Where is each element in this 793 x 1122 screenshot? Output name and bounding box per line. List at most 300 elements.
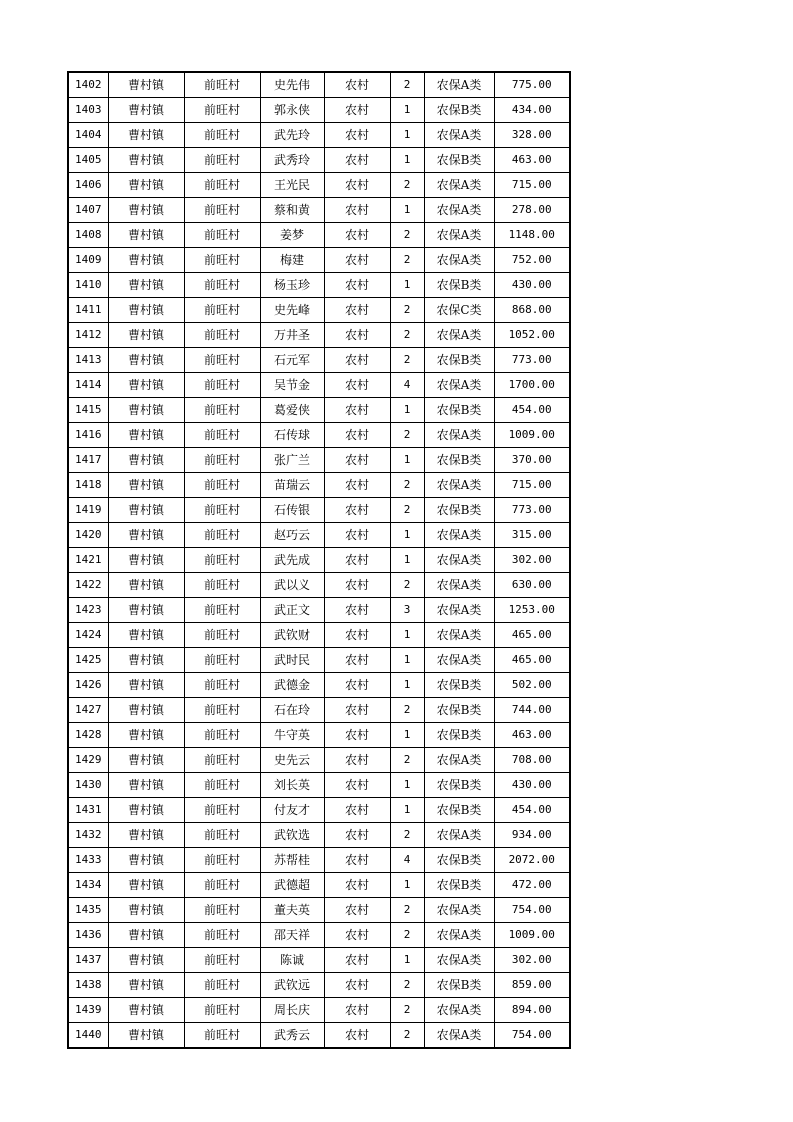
village-cell: 前旺村 — [184, 123, 260, 148]
table-row — [68, 848, 570, 873]
amount-cell: 465.00 — [494, 648, 570, 673]
table-row — [68, 898, 570, 923]
name-cell: 牛守英 — [260, 723, 324, 748]
name-cell: 史先伟 — [260, 72, 324, 98]
household-count-cell: 1 — [390, 548, 424, 573]
table-body — [68, 72, 570, 1048]
household-count-cell: 1 — [390, 523, 424, 548]
amount-cell: 1009.00 — [494, 923, 570, 948]
area-type-cell: 农村 — [324, 798, 390, 823]
town-cell: 曹村镇 — [108, 898, 184, 923]
row-number-cell: 1404 — [68, 123, 108, 148]
category-cell: 农保B类 — [424, 873, 494, 898]
table-row — [68, 323, 570, 348]
name-cell: 姜梦 — [260, 223, 324, 248]
table-row — [68, 998, 570, 1023]
town-cell: 曹村镇 — [108, 273, 184, 298]
row-number-cell: 1422 — [68, 573, 108, 598]
amount-cell: 430.00 — [494, 273, 570, 298]
village-cell: 前旺村 — [184, 973, 260, 998]
household-count-cell: 2 — [390, 823, 424, 848]
area-type-cell: 农村 — [324, 473, 390, 498]
row-number-cell: 1433 — [68, 848, 108, 873]
village-cell: 前旺村 — [184, 698, 260, 723]
name-cell: 周长庆 — [260, 998, 324, 1023]
amount-cell: 370.00 — [494, 448, 570, 473]
household-count-cell: 2 — [390, 173, 424, 198]
household-count-cell: 3 — [390, 598, 424, 623]
category-cell: 农保B类 — [424, 848, 494, 873]
category-cell: 农保B类 — [424, 698, 494, 723]
area-type-cell: 农村 — [324, 248, 390, 273]
village-cell: 前旺村 — [184, 623, 260, 648]
town-cell: 曹村镇 — [108, 648, 184, 673]
table-row — [68, 123, 570, 148]
village-cell: 前旺村 — [184, 148, 260, 173]
household-count-cell: 1 — [390, 98, 424, 123]
town-cell: 曹村镇 — [108, 923, 184, 948]
town-cell: 曹村镇 — [108, 348, 184, 373]
amount-cell: 773.00 — [494, 498, 570, 523]
table-row — [68, 973, 570, 998]
name-cell: 付友才 — [260, 798, 324, 823]
table-row — [68, 548, 570, 573]
town-cell: 曹村镇 — [108, 298, 184, 323]
table-row — [68, 423, 570, 448]
category-cell: 农保A类 — [424, 473, 494, 498]
area-type-cell: 农村 — [324, 748, 390, 773]
table-row — [68, 398, 570, 423]
category-cell: 农保A类 — [424, 223, 494, 248]
name-cell: 赵巧云 — [260, 523, 324, 548]
village-cell: 前旺村 — [184, 798, 260, 823]
household-count-cell: 1 — [390, 873, 424, 898]
table-row — [68, 798, 570, 823]
village-cell: 前旺村 — [184, 598, 260, 623]
household-count-cell: 2 — [390, 573, 424, 598]
amount-cell: 744.00 — [494, 698, 570, 723]
village-cell: 前旺村 — [184, 273, 260, 298]
name-cell: 张广兰 — [260, 448, 324, 473]
town-cell: 曹村镇 — [108, 673, 184, 698]
household-count-cell: 2 — [390, 1023, 424, 1049]
town-cell: 曹村镇 — [108, 1023, 184, 1049]
household-count-cell: 2 — [390, 898, 424, 923]
category-cell: 农保A类 — [424, 748, 494, 773]
village-cell: 前旺村 — [184, 373, 260, 398]
household-count-cell: 2 — [390, 248, 424, 273]
row-number-cell: 1426 — [68, 673, 108, 698]
town-cell: 曹村镇 — [108, 323, 184, 348]
table-row — [68, 823, 570, 848]
area-type-cell: 农村 — [324, 123, 390, 148]
table-row — [68, 473, 570, 498]
name-cell: 武钦选 — [260, 823, 324, 848]
table-row — [68, 723, 570, 748]
row-number-cell: 1410 — [68, 273, 108, 298]
category-cell: 农保B类 — [424, 773, 494, 798]
table-row — [68, 573, 570, 598]
name-cell: 石元军 — [260, 348, 324, 373]
household-count-cell: 1 — [390, 123, 424, 148]
amount-cell: 708.00 — [494, 748, 570, 773]
household-count-cell: 1 — [390, 648, 424, 673]
area-type-cell: 农村 — [324, 223, 390, 248]
row-number-cell: 1425 — [68, 648, 108, 673]
row-number-cell: 1438 — [68, 973, 108, 998]
household-count-cell: 1 — [390, 773, 424, 798]
amount-cell: 328.00 — [494, 123, 570, 148]
amount-cell: 302.00 — [494, 548, 570, 573]
row-number-cell: 1435 — [68, 898, 108, 923]
table-row — [68, 223, 570, 248]
town-cell: 曹村镇 — [108, 748, 184, 773]
village-cell: 前旺村 — [184, 648, 260, 673]
village-cell: 前旺村 — [184, 723, 260, 748]
table-row — [68, 1023, 570, 1049]
amount-cell: 430.00 — [494, 773, 570, 798]
household-count-cell: 1 — [390, 398, 424, 423]
amount-cell: 1148.00 — [494, 223, 570, 248]
town-cell: 曹村镇 — [108, 623, 184, 648]
town-cell: 曹村镇 — [108, 398, 184, 423]
area-type-cell: 农村 — [324, 898, 390, 923]
name-cell: 梅建 — [260, 248, 324, 273]
household-count-cell: 2 — [390, 323, 424, 348]
category-cell: 农保A类 — [424, 573, 494, 598]
village-cell: 前旺村 — [184, 72, 260, 98]
amount-cell: 502.00 — [494, 673, 570, 698]
amount-cell: 463.00 — [494, 723, 570, 748]
village-cell: 前旺村 — [184, 773, 260, 798]
village-cell: 前旺村 — [184, 248, 260, 273]
amount-cell: 934.00 — [494, 823, 570, 848]
village-cell: 前旺村 — [184, 498, 260, 523]
household-count-cell: 1 — [390, 673, 424, 698]
household-count-cell: 2 — [390, 72, 424, 98]
area-type-cell: 农村 — [324, 523, 390, 548]
category-cell: 农保A类 — [424, 373, 494, 398]
area-type-cell: 农村 — [324, 1023, 390, 1049]
name-cell: 石在玲 — [260, 698, 324, 723]
table-row — [68, 248, 570, 273]
amount-cell: 775.00 — [494, 72, 570, 98]
area-type-cell: 农村 — [324, 348, 390, 373]
town-cell: 曹村镇 — [108, 873, 184, 898]
row-number-cell: 1415 — [68, 398, 108, 423]
row-number-cell: 1424 — [68, 623, 108, 648]
amount-cell: 454.00 — [494, 798, 570, 823]
area-type-cell: 农村 — [324, 648, 390, 673]
amount-cell: 773.00 — [494, 348, 570, 373]
row-number-cell: 1407 — [68, 198, 108, 223]
name-cell: 武秀云 — [260, 1023, 324, 1049]
household-count-cell: 1 — [390, 623, 424, 648]
row-number-cell: 1414 — [68, 373, 108, 398]
table-row — [68, 148, 570, 173]
amount-cell: 2072.00 — [494, 848, 570, 873]
area-type-cell: 农村 — [324, 623, 390, 648]
village-cell: 前旺村 — [184, 473, 260, 498]
household-count-cell: 1 — [390, 198, 424, 223]
category-cell: 农保A类 — [424, 923, 494, 948]
village-cell: 前旺村 — [184, 298, 260, 323]
category-cell: 农保B类 — [424, 673, 494, 698]
name-cell: 武秀玲 — [260, 148, 324, 173]
village-cell: 前旺村 — [184, 898, 260, 923]
row-number-cell: 1413 — [68, 348, 108, 373]
category-cell: 农保B类 — [424, 448, 494, 473]
household-count-cell: 1 — [390, 723, 424, 748]
category-cell: 农保A类 — [424, 323, 494, 348]
category-cell: 农保B类 — [424, 273, 494, 298]
area-type-cell: 农村 — [324, 448, 390, 473]
amount-cell: 715.00 — [494, 473, 570, 498]
name-cell: 苗瑞云 — [260, 473, 324, 498]
table-row — [68, 673, 570, 698]
household-count-cell: 2 — [390, 923, 424, 948]
amount-cell: 754.00 — [494, 898, 570, 923]
town-cell: 曹村镇 — [108, 698, 184, 723]
category-cell: 农保B类 — [424, 348, 494, 373]
category-cell: 农保A类 — [424, 898, 494, 923]
row-number-cell: 1436 — [68, 923, 108, 948]
household-count-cell: 2 — [390, 348, 424, 373]
village-cell: 前旺村 — [184, 223, 260, 248]
table-row — [68, 598, 570, 623]
table-row — [68, 923, 570, 948]
town-cell: 曹村镇 — [108, 373, 184, 398]
amount-cell: 465.00 — [494, 623, 570, 648]
household-count-cell: 2 — [390, 748, 424, 773]
name-cell: 刘长英 — [260, 773, 324, 798]
area-type-cell: 农村 — [324, 148, 390, 173]
name-cell: 杨玉珍 — [260, 273, 324, 298]
amount-cell: 454.00 — [494, 398, 570, 423]
town-cell: 曹村镇 — [108, 973, 184, 998]
category-cell: 农保A类 — [424, 548, 494, 573]
town-cell: 曹村镇 — [108, 498, 184, 523]
table-row — [68, 773, 570, 798]
town-cell: 曹村镇 — [108, 573, 184, 598]
amount-cell: 868.00 — [494, 298, 570, 323]
town-cell: 曹村镇 — [108, 98, 184, 123]
area-type-cell: 农村 — [324, 298, 390, 323]
village-cell: 前旺村 — [184, 98, 260, 123]
category-cell: 农保A类 — [424, 198, 494, 223]
name-cell: 武先玲 — [260, 123, 324, 148]
town-cell: 曹村镇 — [108, 523, 184, 548]
village-cell: 前旺村 — [184, 448, 260, 473]
household-count-cell: 1 — [390, 148, 424, 173]
row-number-cell: 1411 — [68, 298, 108, 323]
row-number-cell: 1421 — [68, 548, 108, 573]
category-cell: 农保A类 — [424, 123, 494, 148]
town-cell: 曹村镇 — [108, 598, 184, 623]
household-count-cell: 2 — [390, 698, 424, 723]
household-count-cell: 2 — [390, 223, 424, 248]
town-cell: 曹村镇 — [108, 423, 184, 448]
amount-cell: 434.00 — [494, 98, 570, 123]
village-cell: 前旺村 — [184, 198, 260, 223]
area-type-cell: 农村 — [324, 498, 390, 523]
area-type-cell: 农村 — [324, 98, 390, 123]
row-number-cell: 1412 — [68, 323, 108, 348]
table-row — [68, 373, 570, 398]
household-count-cell: 2 — [390, 498, 424, 523]
town-cell: 曹村镇 — [108, 148, 184, 173]
table-row — [68, 648, 570, 673]
table-row — [68, 498, 570, 523]
area-type-cell: 农村 — [324, 373, 390, 398]
row-number-cell: 1417 — [68, 448, 108, 473]
row-number-cell: 1406 — [68, 173, 108, 198]
amount-cell: 1253.00 — [494, 598, 570, 623]
table-row — [68, 173, 570, 198]
category-cell: 农保B类 — [424, 98, 494, 123]
name-cell: 万井圣 — [260, 323, 324, 348]
name-cell: 石传银 — [260, 498, 324, 523]
village-cell: 前旺村 — [184, 748, 260, 773]
table-row — [68, 948, 570, 973]
amount-cell: 278.00 — [494, 198, 570, 223]
amount-cell: 463.00 — [494, 148, 570, 173]
category-cell: 农保A类 — [424, 72, 494, 98]
town-cell: 曹村镇 — [108, 798, 184, 823]
amount-cell: 1700.00 — [494, 373, 570, 398]
name-cell: 武以义 — [260, 573, 324, 598]
table-row — [68, 273, 570, 298]
area-type-cell: 农村 — [324, 72, 390, 98]
name-cell: 苏帮桂 — [260, 848, 324, 873]
town-cell: 曹村镇 — [108, 998, 184, 1023]
town-cell: 曹村镇 — [108, 948, 184, 973]
town-cell: 曹村镇 — [108, 72, 184, 98]
town-cell: 曹村镇 — [108, 448, 184, 473]
town-cell: 曹村镇 — [108, 223, 184, 248]
village-cell: 前旺村 — [184, 423, 260, 448]
amount-cell: 315.00 — [494, 523, 570, 548]
row-number-cell: 1431 — [68, 798, 108, 823]
name-cell: 武先成 — [260, 548, 324, 573]
area-type-cell: 农村 — [324, 198, 390, 223]
table-row — [68, 298, 570, 323]
table-row — [68, 698, 570, 723]
table-row — [68, 98, 570, 123]
village-cell: 前旺村 — [184, 848, 260, 873]
area-type-cell: 农村 — [324, 573, 390, 598]
town-cell: 曹村镇 — [108, 198, 184, 223]
village-cell: 前旺村 — [184, 398, 260, 423]
table-row — [68, 448, 570, 473]
amount-cell: 1009.00 — [494, 423, 570, 448]
village-cell: 前旺村 — [184, 873, 260, 898]
name-cell: 吴节金 — [260, 373, 324, 398]
area-type-cell: 农村 — [324, 823, 390, 848]
amount-cell: 754.00 — [494, 1023, 570, 1049]
household-count-cell: 2 — [390, 998, 424, 1023]
category-cell: 农保B类 — [424, 723, 494, 748]
household-count-cell: 2 — [390, 423, 424, 448]
household-count-cell: 1 — [390, 798, 424, 823]
amount-cell: 859.00 — [494, 973, 570, 998]
category-cell: 农保A类 — [424, 523, 494, 548]
row-number-cell: 1432 — [68, 823, 108, 848]
area-type-cell: 农村 — [324, 323, 390, 348]
row-number-cell: 1418 — [68, 473, 108, 498]
row-number-cell: 1439 — [68, 998, 108, 1023]
area-type-cell: 农村 — [324, 548, 390, 573]
area-type-cell: 农村 — [324, 598, 390, 623]
village-cell: 前旺村 — [184, 923, 260, 948]
row-number-cell: 1405 — [68, 148, 108, 173]
category-cell: 农保C类 — [424, 298, 494, 323]
village-cell: 前旺村 — [184, 998, 260, 1023]
village-cell: 前旺村 — [184, 823, 260, 848]
village-cell: 前旺村 — [184, 673, 260, 698]
village-cell: 前旺村 — [184, 548, 260, 573]
name-cell: 陈诚 — [260, 948, 324, 973]
row-number-cell: 1427 — [68, 698, 108, 723]
amount-cell: 1052.00 — [494, 323, 570, 348]
town-cell: 曹村镇 — [108, 823, 184, 848]
row-number-cell: 1420 — [68, 523, 108, 548]
village-cell: 前旺村 — [184, 948, 260, 973]
name-cell: 郭永侠 — [260, 98, 324, 123]
area-type-cell: 农村 — [324, 998, 390, 1023]
category-cell: 农保B类 — [424, 798, 494, 823]
area-type-cell: 农村 — [324, 773, 390, 798]
row-number-cell: 1403 — [68, 98, 108, 123]
area-type-cell: 农村 — [324, 923, 390, 948]
category-cell: 农保B类 — [424, 973, 494, 998]
area-type-cell: 农村 — [324, 948, 390, 973]
town-cell: 曹村镇 — [108, 848, 184, 873]
row-number-cell: 1402 — [68, 72, 108, 98]
amount-cell: 715.00 — [494, 173, 570, 198]
row-number-cell: 1423 — [68, 598, 108, 623]
name-cell: 武正文 — [260, 598, 324, 623]
area-type-cell: 农村 — [324, 848, 390, 873]
amount-cell: 302.00 — [494, 948, 570, 973]
row-number-cell: 1409 — [68, 248, 108, 273]
name-cell: 葛爱侠 — [260, 398, 324, 423]
row-number-cell: 1408 — [68, 223, 108, 248]
table-row — [68, 72, 570, 98]
category-cell: 农保A类 — [424, 998, 494, 1023]
table-row — [68, 523, 570, 548]
row-number-cell: 1440 — [68, 1023, 108, 1049]
category-cell: 农保B类 — [424, 498, 494, 523]
area-type-cell: 农村 — [324, 698, 390, 723]
name-cell: 王光民 — [260, 173, 324, 198]
village-cell: 前旺村 — [184, 573, 260, 598]
household-count-cell: 2 — [390, 298, 424, 323]
town-cell: 曹村镇 — [108, 723, 184, 748]
area-type-cell: 农村 — [324, 273, 390, 298]
name-cell: 武德金 — [260, 673, 324, 698]
household-count-cell: 4 — [390, 373, 424, 398]
amount-cell: 894.00 — [494, 998, 570, 1023]
category-cell: 农保A类 — [424, 173, 494, 198]
category-cell: 农保A类 — [424, 598, 494, 623]
row-number-cell: 1428 — [68, 723, 108, 748]
area-type-cell: 农村 — [324, 398, 390, 423]
category-cell: 农保A类 — [424, 423, 494, 448]
category-cell: 农保B类 — [424, 148, 494, 173]
row-number-cell: 1437 — [68, 948, 108, 973]
name-cell: 武钦远 — [260, 973, 324, 998]
